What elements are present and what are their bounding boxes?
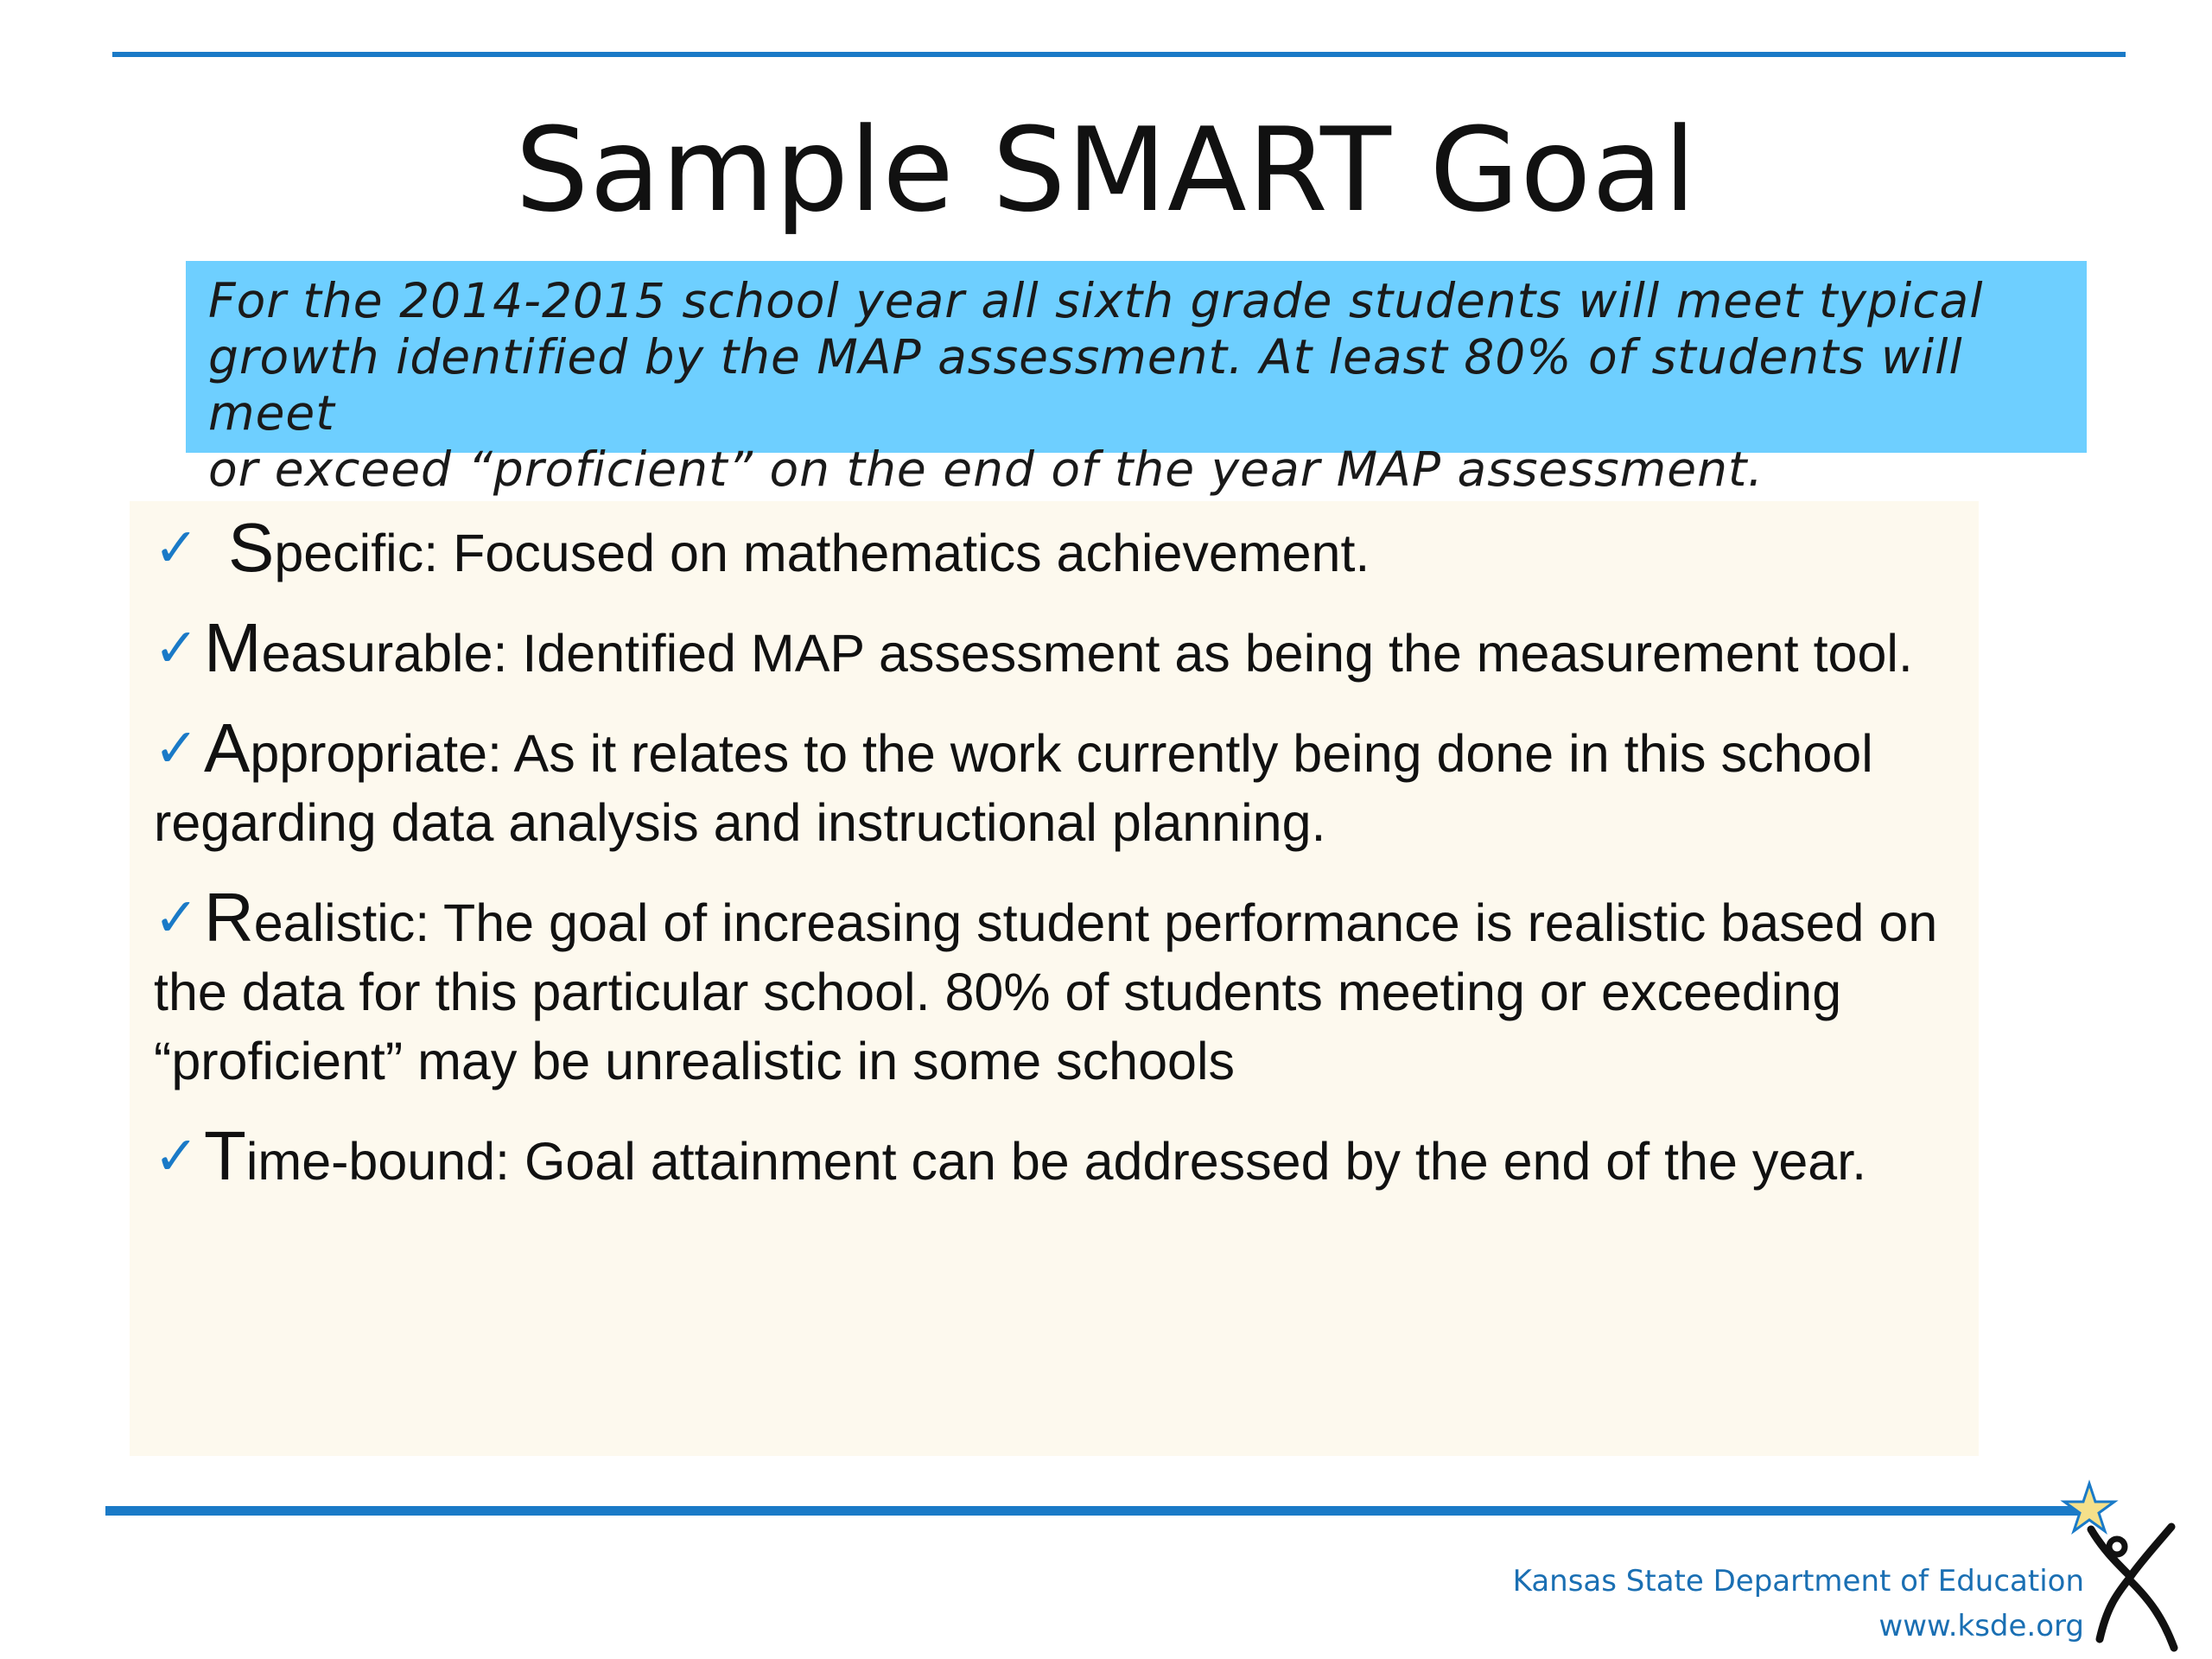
criterion-initial: T	[203, 1117, 246, 1194]
check-icon: ✓	[154, 886, 199, 949]
slide-title: Sample SMART Goal	[515, 103, 1697, 238]
criterion-initial: R	[203, 879, 254, 956]
criterion-text: ppropriate: As it relates to the work currently being done in this school regarding data analysis and instructional planning.	[154, 724, 1873, 852]
ksde-logo-icon	[2055, 1479, 2193, 1652]
check-icon: ✓	[154, 616, 199, 679]
goal-statement-box	[186, 261, 2087, 497]
criterion-initial: S	[227, 509, 275, 586]
smart-criteria-panel	[130, 501, 1979, 1456]
figure-right-arm	[2131, 1527, 2171, 1576]
footer-organization: Kansas State Department of Education	[1512, 1564, 2084, 1599]
figure-left-leg	[2100, 1579, 2129, 1639]
criterion-appropriate	[154, 709, 1955, 857]
criterion-initial: M	[203, 609, 262, 686]
criterion-initial: A	[203, 709, 251, 786]
check-icon: ✓	[154, 1124, 199, 1187]
criterion-specific	[154, 509, 1955, 588]
criterion-text: easurable: Identified MAP assessment as being the measurement tool.	[261, 624, 1913, 683]
top-divider	[112, 52, 2126, 57]
goal-statement-text: For the 2014-2015 school year all sixth grade students will meet typical growth identified by the MAP assessment. At least 80% of students will meet or exceed “proficient” on the end of the year MAP assessment.	[208, 273, 1984, 497]
criterion-realistic	[154, 879, 1955, 1096]
criterion-time-bound	[154, 1117, 1955, 1196]
bottom-divider	[105, 1506, 2080, 1516]
star-icon	[2064, 1484, 2114, 1531]
criterion-text: ealistic: The goal of increasing student performance is realistic based on the data for this particular school. 80% of students meeting or exceeding “proficient” may be unrealistic in some schools	[154, 893, 1938, 1090]
criterion-text: ime-bound: Goal attainment can be addressed by the end of the year.	[245, 1132, 1867, 1191]
criterion-text: pecific: Focused on mathematics achievement.	[274, 524, 1370, 582]
criterion-measurable	[154, 609, 1955, 688]
check-icon: ✓	[154, 716, 199, 779]
footer-url: www.ksde.org	[1878, 1609, 2084, 1643]
check-icon: ✓	[154, 516, 199, 579]
figure-right-leg	[2131, 1581, 2174, 1648]
